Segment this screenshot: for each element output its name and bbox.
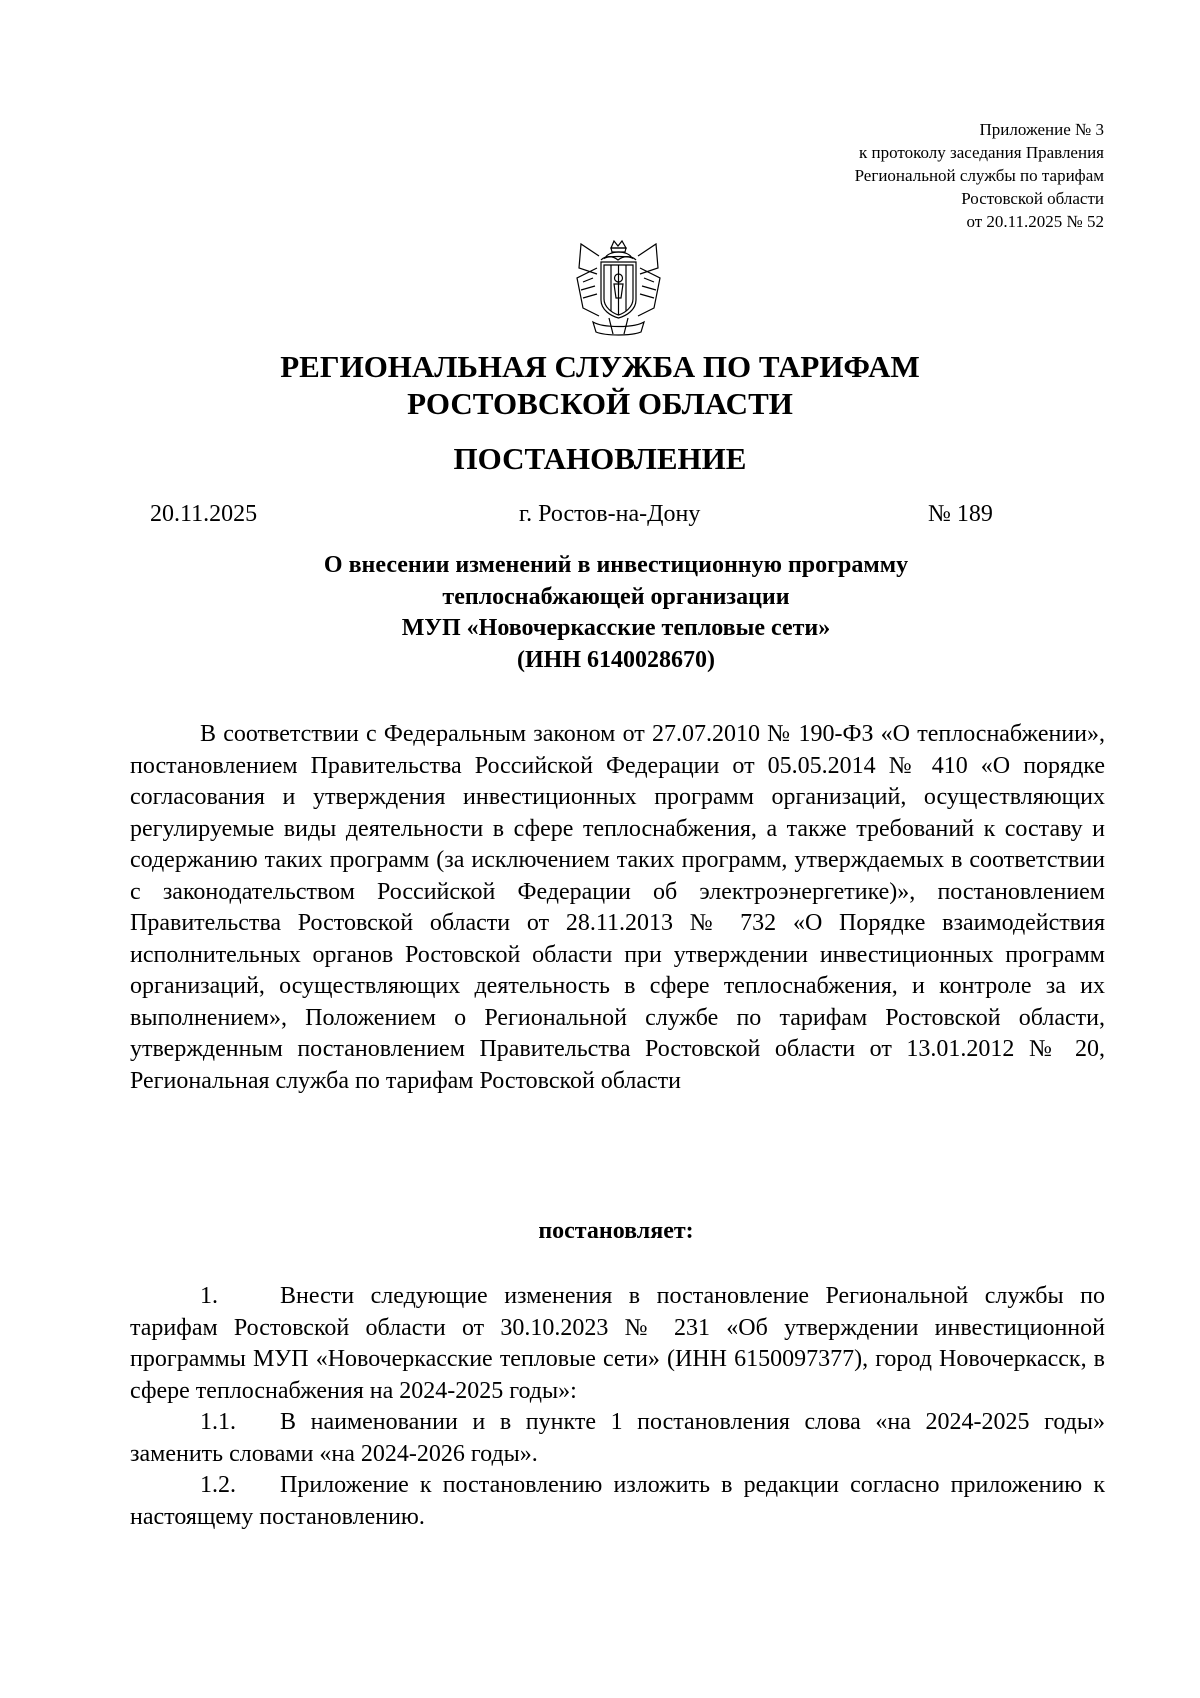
subject-line: (ИНН 6140028670) <box>517 646 715 673</box>
decree-item <box>130 1407 1105 1470</box>
decree-item-number: 1.2. <box>200 1472 236 1498</box>
subject-line: О внесении изменений в инвестиционную программу <box>323 552 909 578</box>
appendix-line: к протоколу заседания Правления <box>859 143 1104 162</box>
decree-item-number: 1. <box>200 1283 218 1309</box>
rostov-oblast-coat-of-arms-icon <box>571 238 666 338</box>
appendix-note <box>855 118 1104 233</box>
organization-title-line: РОСТОВСКОЙ ОБЛАСТИ <box>407 386 793 421</box>
decree-word: постановляет: <box>538 1218 694 1244</box>
decree-item-text: Внести следующие изменения в постановление Региональной службы по тарифам Ростовской области от 30.10.2023 № 231 «Об утверждении инвестиционной программы МУП «Новочеркасские тепловые сети» (ИНН 6150097377), город Новочеркасск, в сфере теплоснабжения на 2024-2025 годы»: <box>130 1283 1105 1404</box>
organization-title <box>0 348 1200 422</box>
subject-line: МУП «Новочеркасские тепловые сети» <box>401 615 831 641</box>
appendix-line: Ростовской области <box>961 189 1104 208</box>
appendix-line: от 20.11.2025 № 52 <box>966 212 1104 231</box>
document-subject <box>0 550 1200 676</box>
document-number: № 189 <box>928 501 993 527</box>
document-date: 20.11.2025 <box>150 501 258 527</box>
decree-item-text: В наименовании и в пункте 1 постановления слова «на 2024-2025 годы» заменить словами «на 2024-2026 годы». <box>130 1409 1105 1467</box>
appendix-line: Приложение № 3 <box>979 120 1104 139</box>
decree-item-number: 1.1. <box>200 1409 236 1435</box>
subject-line: теплоснабжающей организации <box>442 583 790 610</box>
appendix-line: Региональной службы по тарифам <box>854 166 1104 185</box>
decree-item <box>130 1470 1105 1533</box>
decree-item-text: Приложение к постановлению изложить в редакции согласно приложению к настоящему постановлению. <box>130 1472 1105 1530</box>
preamble-paragraph: В соответствии с Федеральным законом от 27.07.2010 № 190-ФЗ «О теплоснабжении», постановлением Правительства Российской Федерации от 05.05.2014 № 410 «О порядке согласования и утверждения инвестиционных программ организаций, осуществляющих регулируемые виды деятельности в сфере теплоснабжения, а также требований к составу и содержанию таких программ (за исключением таких программ, утверждаемых в соответствии с законодательством Российской Федерации об электроэнергетике)», постановлением Правительства Ростовской области от 28.11.2013 № 732 «О Порядке взаимодействия исполнительных органов Ростовской области при утверждении инвестиционных программ организаций, осуществляющих деятельность в сфере теплоснабжения, и контроле за их выполнением», Положением о Региональной службе по тарифам Ростовской области, утвержденным постановлением Правительства Ростовской области от 13.01.2012 № 20, Региональная служба по тарифам Ростовской области <box>130 721 1105 1094</box>
decree-items <box>130 1281 1105 1533</box>
document-city: г. Ростов-на-Дону <box>519 501 701 527</box>
decree-item <box>130 1281 1105 1407</box>
document-type: ПОСТАНОВЛЕНИЕ <box>453 441 747 476</box>
organization-title-line: РЕГИОНАЛЬНАЯ СЛУЖБА ПО ТАРИФАМ <box>280 349 920 384</box>
